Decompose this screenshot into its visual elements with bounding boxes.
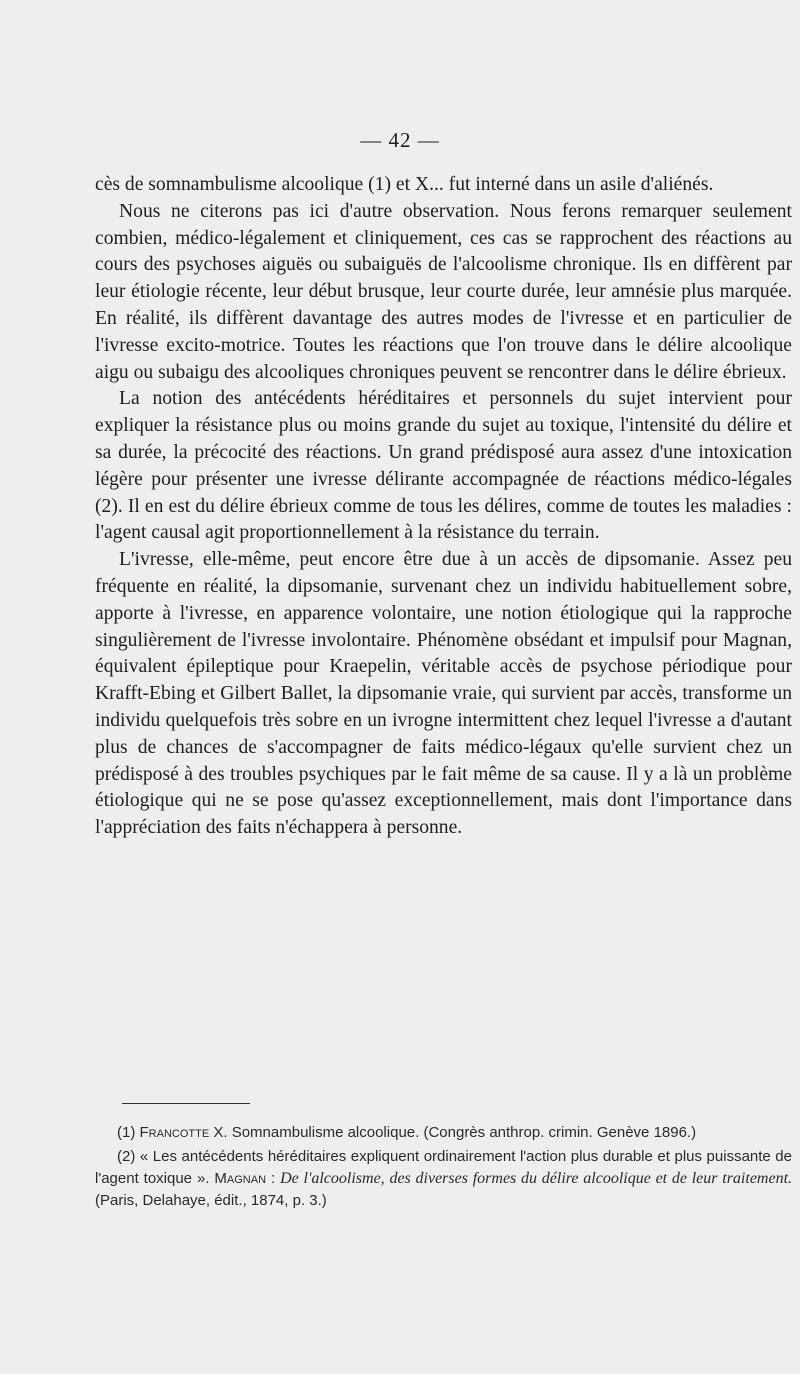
footnote-separator: : [270, 1170, 276, 1187]
footnote-1 [95, 1122, 792, 1144]
footnote-author: Francotte [139, 1124, 210, 1141]
paragraph: Nous ne citerons pas ici d'autre observation. Nous ferons remarquer seulement combien, médico-légalement et cliniquement, ces cas se rapprochent des réactions au cours des psychoses aiguës ou subaiguës de l'alcoolisme chronique. Ils en diffèrent par leur étiologie récente, leur début brusque, leur courte durée, leur amnésie plus marquée. En réalité, ils diffèrent davantage des autres modes de l'ivresse et en particulier de l'ivresse excito-motrice. Toutes les réactions que l'on trouve dans le délire alcoolique aigu ou subaigu des alcooliques chroniques peuvent se rencontrer dans le délire ébrieux. [95, 200, 792, 383]
paragraph-continuation: cès de somnambulisme alcoolique (1) et X... fut interné dans un asile d'aliénés. [95, 174, 714, 195]
footnote-marker: (2) [117, 1148, 136, 1165]
footnote-quote: « Les antécédents héréditaires expliquent ordinairement l'action plus durable et plus puissante de l'agent toxique ». [95, 1148, 792, 1187]
page-number: — 42 — [360, 128, 440, 152]
footnote-2 [95, 1146, 792, 1212]
footnote-divider [122, 1103, 250, 1104]
footnote-text: X. Somnambulisme alcoolique. (Congrès anthrop. crimin. Genève 1896.) [213, 1124, 697, 1141]
footnotes [95, 1122, 792, 1214]
paragraph: L'ivresse, elle-même, peut encore être due à un accès de dipsomanie. Assez peu fréquente en réalité, la dipsomanie, survenant chez un individu habituellement sobre, apporte à l'ivresse, en apparence volontaire, une notion étiologique qui la rapproche singulièrement de l'ivresse involontaire. Phénomène obsédant et impulsif pour Magnan, équivalent épileptique pour Kraepelin, véritable accès de psychose périodique pour Krafft-Ebing et Gilbert Ballet, la dipsomanie vraie, qui survient par accès, transforme un individu quelquefois très sobre en un ivrogne intermittent chez lequel l'ivresse a d'autant plus de chances de s'accompagner de faits médico-légaux qu'elle survient chez un prédisposé à des troubles psychiques par le fait même de sa cause. Il y a là un problème étiologique qui ne se pose qu'assez exceptionnellement, mais dont l'importance dans l'appréciation des faits n'échappera à personne. [95, 549, 792, 839]
body-text [95, 172, 792, 842]
paragraph: La notion des antécédents héréditaires et personnels du sujet intervient pour expliquer la résistance plus ou moins grande du sujet au toxique, l'intensité du délire et sa durée, la précocité des réactions. Un grand prédisposé aura assez d'une intoxication légère pour présenter une ivresse délirante accompagnée de réactions médico-légales (2). Il en est du délire ébrieux comme de tous les délires, comme de toutes les maladies : l'agent causal agit proportionnellement à la résistance du terrain. [95, 388, 792, 544]
footnote-publisher: (Paris, Delahaye, édit., 1874, p. 3.) [95, 1192, 327, 1209]
footnote-author: Magnan [214, 1170, 267, 1187]
footnote-marker: (1) [117, 1124, 136, 1141]
footnote-title: De l'alcoolisme, des diverses formes du délire alcoolique et de leur traitement. [280, 1170, 793, 1187]
